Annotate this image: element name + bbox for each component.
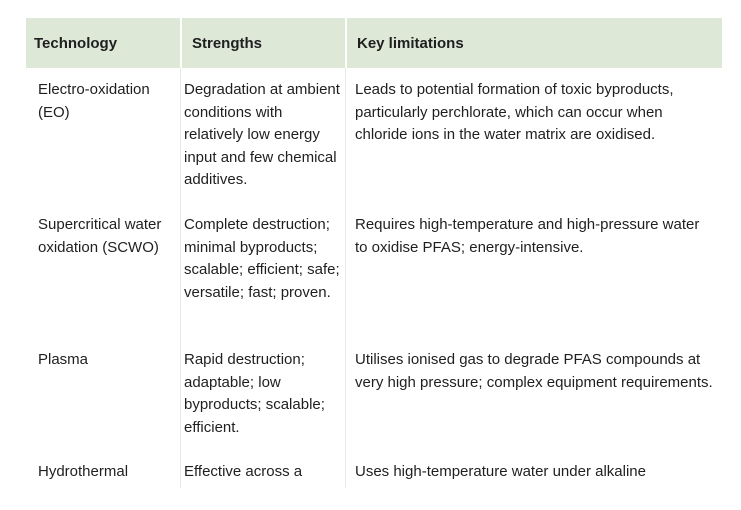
row-strengths: Degradation at ambient conditions with relatively low energy input and few chemical additives. [184,81,340,188]
row-limitations: Requires high-temperature and high-pressure water to oxidise PFAS; energy-intensive. [355,216,700,256]
column-divider [345,68,346,488]
row-technology: Plasma [38,351,89,368]
row-limitations: Uses high-temperature water under alkaline [355,463,646,480]
row-limitations: Utilises ionised gas to degrade PFAS compounds at very high pressure; complex equipment requirements. [355,351,713,391]
header-strengths: Strengths [192,34,263,52]
column-divider [180,68,181,488]
header-limitations: Key limitations [357,34,464,52]
table-row [26,203,722,338]
row-technology: Hydrothermal [38,463,129,480]
row-strengths: Effective across a [184,463,303,480]
row-technology: Electro-oxidation (EO) [38,81,150,121]
table-body [26,68,722,510]
pfas-technology-table [26,18,722,510]
table-row [26,450,722,510]
header-technology: Technology [34,34,118,52]
table-row [26,68,722,203]
row-strengths: Rapid destruction; adaptable; low byproducts; scalable; efficient. [184,351,325,436]
table-header [26,18,722,68]
row-strengths: Complete destruction; minimal byproducts; scalable; efficient; safe; versatile; fast; proven. [184,216,340,301]
row-technology: Supercritical water oxidation (SCWO) [38,216,162,256]
row-limitations: Leads to potential formation of toxic byproducts, particularly perchlorate, which can occur when chloride ions in the water matrix are oxidised. [355,81,674,143]
table-row [26,338,722,450]
